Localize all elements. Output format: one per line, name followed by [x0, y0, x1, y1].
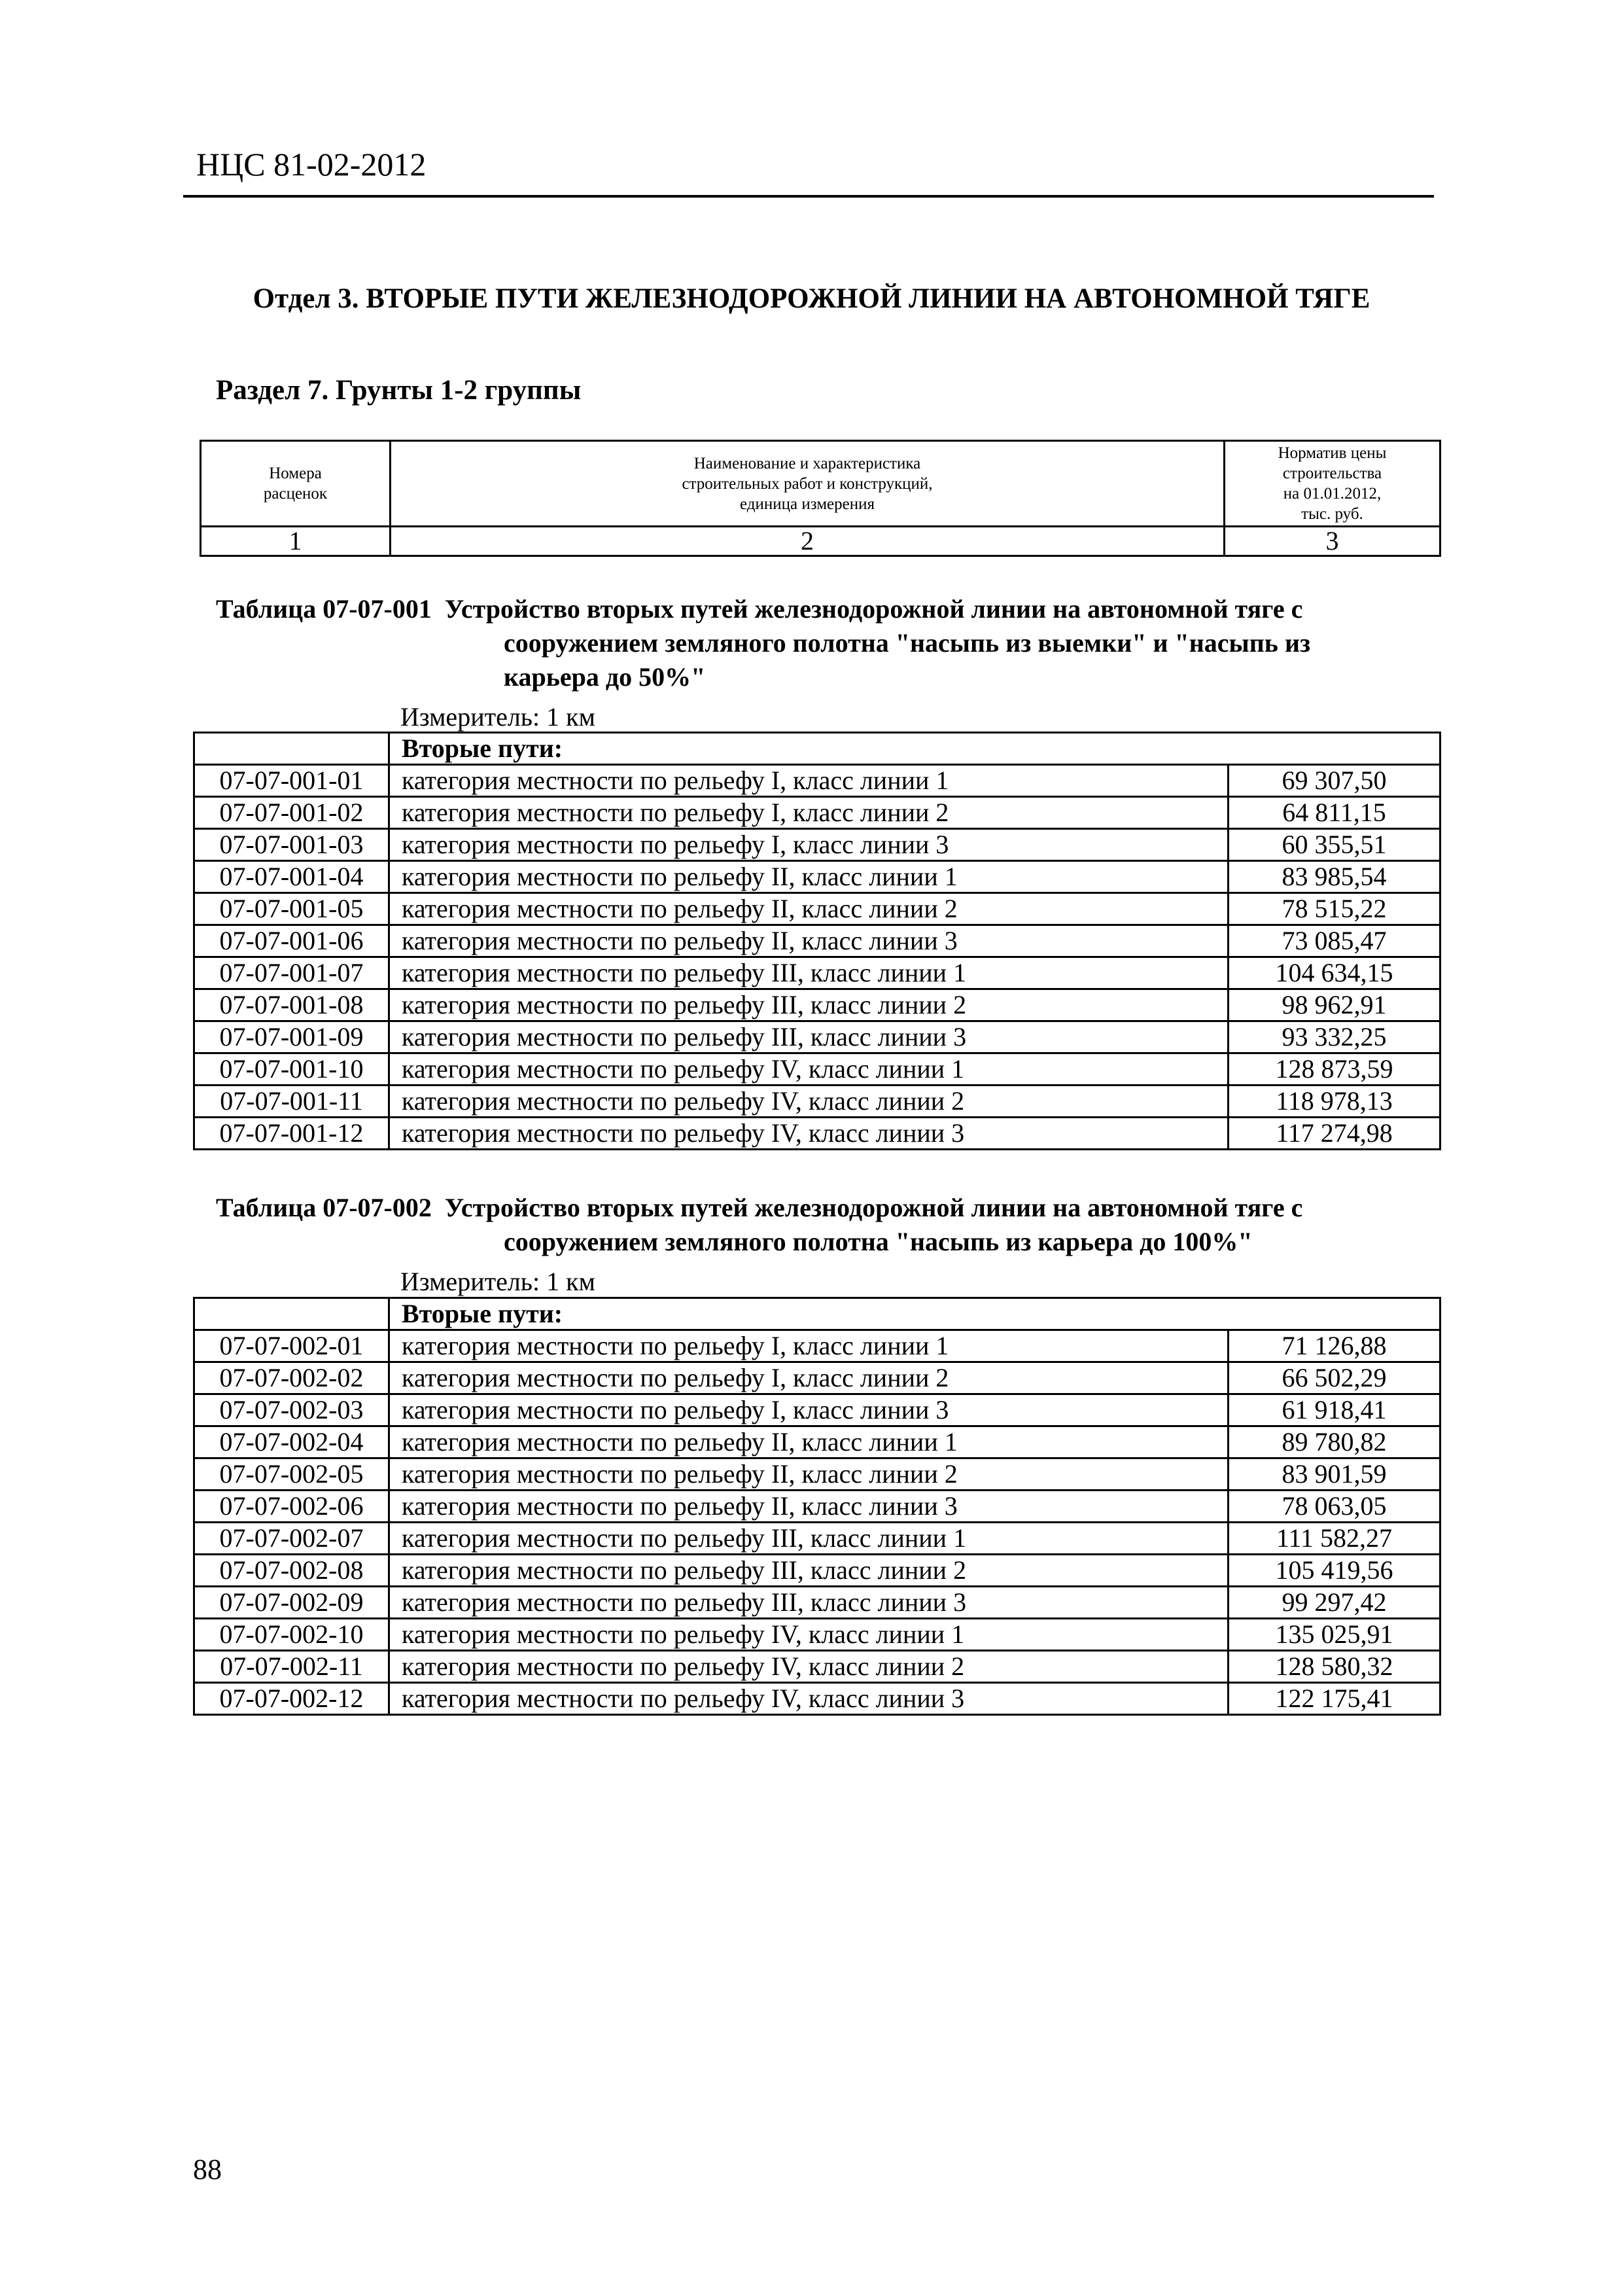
- rate-code: 07-07-002-08: [194, 1555, 389, 1587]
- table-row: [194, 829, 1440, 861]
- work-description: категория местности по рельефу II, класс линии 2: [389, 1458, 1229, 1491]
- group-label: Вторые пути:: [389, 1298, 1440, 1330]
- rate-code: 07-07-001-01: [194, 765, 389, 797]
- table-row: [194, 1491, 1440, 1523]
- subsection-title: Раздел 7. Грунты 1-2 группы: [216, 375, 582, 406]
- work-description: категория местности по рельефу IV, класс линии 3: [389, 1683, 1229, 1715]
- rate-code: 07-07-001-04: [194, 861, 389, 893]
- price-value: 64 811,15: [1229, 797, 1440, 829]
- table-row: [194, 989, 1440, 1021]
- table-1: [193, 732, 1441, 1150]
- rate-code: 07-07-002-01: [194, 1330, 389, 1362]
- work-description: категория местности по рельефу I, класс линии 3: [389, 829, 1229, 861]
- price-value: 66 502,29: [1229, 1362, 1440, 1394]
- col-num-1: 1: [201, 527, 391, 556]
- rate-code: 07-07-002-05: [194, 1458, 389, 1491]
- table-row: [194, 861, 1440, 893]
- work-description: категория местности по рельефу II, класс линии 2: [389, 893, 1229, 925]
- price-value: 93 332,25: [1229, 1021, 1440, 1053]
- table-row: [194, 893, 1440, 925]
- price-value: 135 025,91: [1229, 1619, 1440, 1651]
- table-row: [194, 1118, 1440, 1150]
- table-2-measure: Измеритель: 1 км: [400, 1267, 595, 1296]
- table-row: [194, 1555, 1440, 1587]
- price-value: 128 873,59: [1229, 1053, 1440, 1086]
- table-row-group: [194, 1298, 1440, 1330]
- work-description: категория местности по рельефу I, класс линии 3: [389, 1394, 1229, 1426]
- price-value: 99 297,42: [1229, 1587, 1440, 1619]
- price-value: 83 985,54: [1229, 861, 1440, 893]
- price-value: 60 355,51: [1229, 829, 1440, 861]
- rate-code: 07-07-002-06: [194, 1491, 389, 1523]
- rate-code: 07-07-001-02: [194, 797, 389, 829]
- work-description: категория местности по рельефу IV, класс линии 2: [389, 1086, 1229, 1118]
- table-2: [193, 1297, 1441, 1716]
- table-1-number: Таблица 07-07-001: [216, 594, 432, 624]
- table-row: [194, 765, 1440, 797]
- table-row-group: [194, 733, 1440, 765]
- rate-code: 07-07-001-08: [194, 989, 389, 1021]
- work-description: категория местности по рельефу II, класс линии 1: [389, 1426, 1229, 1458]
- group-label: Вторые пути:: [389, 733, 1440, 765]
- table-row: [194, 797, 1440, 829]
- table-1-measure: Измеритель: 1 км: [400, 702, 595, 732]
- rate-code: 07-07-002-03: [194, 1394, 389, 1426]
- price-value: 111 582,27: [1229, 1523, 1440, 1555]
- rate-code: 07-07-001-07: [194, 957, 389, 989]
- price-value: 69 307,50: [1229, 765, 1440, 797]
- table-row: [194, 1394, 1440, 1426]
- price-value: 78 063,05: [1229, 1491, 1440, 1523]
- price-value: 117 274,98: [1229, 1118, 1440, 1150]
- price-value: 118 978,13: [1229, 1086, 1440, 1118]
- rate-code: 07-07-002-02: [194, 1362, 389, 1394]
- price-value: 122 175,41: [1229, 1683, 1440, 1715]
- work-description: категория местности по рельефу I, класс линии 1: [389, 1330, 1229, 1362]
- price-value: 71 126,88: [1229, 1330, 1440, 1362]
- work-description: категория местности по рельефу IV, класс линии 2: [389, 1651, 1229, 1683]
- work-description: категория местности по рельефу III, класс линии 3: [389, 1587, 1229, 1619]
- document-code: НЦС 81-02-2012: [196, 146, 427, 183]
- column-header-table: [200, 440, 1441, 557]
- work-description: категория местности по рельефу III, класс линии 1: [389, 1523, 1229, 1555]
- work-description: категория местности по рельефу II, класс линии 1: [389, 861, 1229, 893]
- work-description: категория местности по рельефу II, класс линии 3: [389, 925, 1229, 957]
- rate-code: 07-07-001-10: [194, 1053, 389, 1086]
- price-value: 78 515,22: [1229, 893, 1440, 925]
- rate-code: 07-07-001-09: [194, 1021, 389, 1053]
- rate-code: 07-07-002-07: [194, 1523, 389, 1555]
- table-1-title: Таблица 07-07-001 Устройство вторых путей железнодорожной линии на автономной тяге с сооружением земляного полотна "насыпь из выемки" и "насыпь из карьера до 50%": [216, 594, 1311, 692]
- rate-code: 07-07-001-05: [194, 893, 389, 925]
- col-header-price: Норматив цены строительства на 01.01.2012, тыс. руб.: [1225, 441, 1440, 527]
- table-row: [194, 1651, 1440, 1683]
- table-row: [194, 1523, 1440, 1555]
- price-value: 83 901,59: [1229, 1458, 1440, 1491]
- col-num-3: 3: [1225, 527, 1440, 556]
- table-2-title: Таблица 07-07-002 Устройство вторых путей железнодорожной линии на автономной тяге с сооружением земляного полотна "насыпь из карьера до 100%": [216, 1193, 1303, 1256]
- work-description: категория местности по рельефу IV, класс линии 1: [389, 1619, 1229, 1651]
- table-row: [194, 1086, 1440, 1118]
- work-description: категория местности по рельефу I, класс линии 1: [389, 765, 1229, 797]
- rate-code: 07-07-001-12: [194, 1118, 389, 1150]
- table-row: [194, 1458, 1440, 1491]
- price-value: 98 962,91: [1229, 989, 1440, 1021]
- table-row: [194, 1053, 1440, 1086]
- section-title: Отдел 3. ВТОРЫЕ ПУТИ ЖЕЛЕЗНОДОРОЖНОЙ ЛИНИИ НА АВТОНОМНОЙ ТЯГЕ: [253, 283, 1370, 314]
- table-2-number: Таблица 07-07-002: [216, 1193, 432, 1222]
- col-header-codes: Номера расценок: [201, 441, 391, 527]
- table-row: [194, 1426, 1440, 1458]
- table-row: [194, 925, 1440, 957]
- work-description: категория местности по рельефу III, класс линии 1: [389, 957, 1229, 989]
- rate-code: 07-07-002-11: [194, 1651, 389, 1683]
- page-number: 88: [193, 2153, 222, 2185]
- table-row: [194, 1619, 1440, 1651]
- work-description: категория местности по рельефу I, класс линии 2: [389, 1362, 1229, 1394]
- table-row: [194, 957, 1440, 989]
- rate-code: 07-07-002-10: [194, 1619, 389, 1651]
- work-description: категория местности по рельефу II, класс линии 3: [389, 1491, 1229, 1523]
- rate-code: 07-07-001-03: [194, 829, 389, 861]
- table-row: [194, 1683, 1440, 1715]
- header-rule: [183, 195, 1434, 198]
- price-value: 128 580,32: [1229, 1651, 1440, 1683]
- table-row: [194, 1587, 1440, 1619]
- work-description: категория местности по рельефу III, класс линии 3: [389, 1021, 1229, 1053]
- price-value: 61 918,41: [1229, 1394, 1440, 1426]
- table-row: [194, 1362, 1440, 1394]
- table-row: [194, 1021, 1440, 1053]
- rate-code: 07-07-001-11: [194, 1086, 389, 1118]
- price-value: 73 085,47: [1229, 925, 1440, 957]
- rate-code: 07-07-001-06: [194, 925, 389, 957]
- work-description: категория местности по рельефу III, класс линии 2: [389, 1555, 1229, 1587]
- table-row: [194, 1330, 1440, 1362]
- rate-code: 07-07-002-04: [194, 1426, 389, 1458]
- work-description: категория местности по рельефу III, класс линии 2: [389, 989, 1229, 1021]
- col-header-name: Наименование и характеристика строительных работ и конструкций, единица измерения: [391, 441, 1225, 527]
- rate-code: 07-07-002-09: [194, 1587, 389, 1619]
- col-num-2: 2: [391, 527, 1225, 556]
- work-description: категория местности по рельефу IV, класс линии 3: [389, 1118, 1229, 1150]
- price-value: 89 780,82: [1229, 1426, 1440, 1458]
- price-value: 105 419,56: [1229, 1555, 1440, 1587]
- rate-code: 07-07-002-12: [194, 1683, 389, 1715]
- work-description: категория местности по рельефу I, класс линии 2: [389, 797, 1229, 829]
- work-description: категория местности по рельефу IV, класс линии 1: [389, 1053, 1229, 1086]
- price-value: 104 634,15: [1229, 957, 1440, 989]
